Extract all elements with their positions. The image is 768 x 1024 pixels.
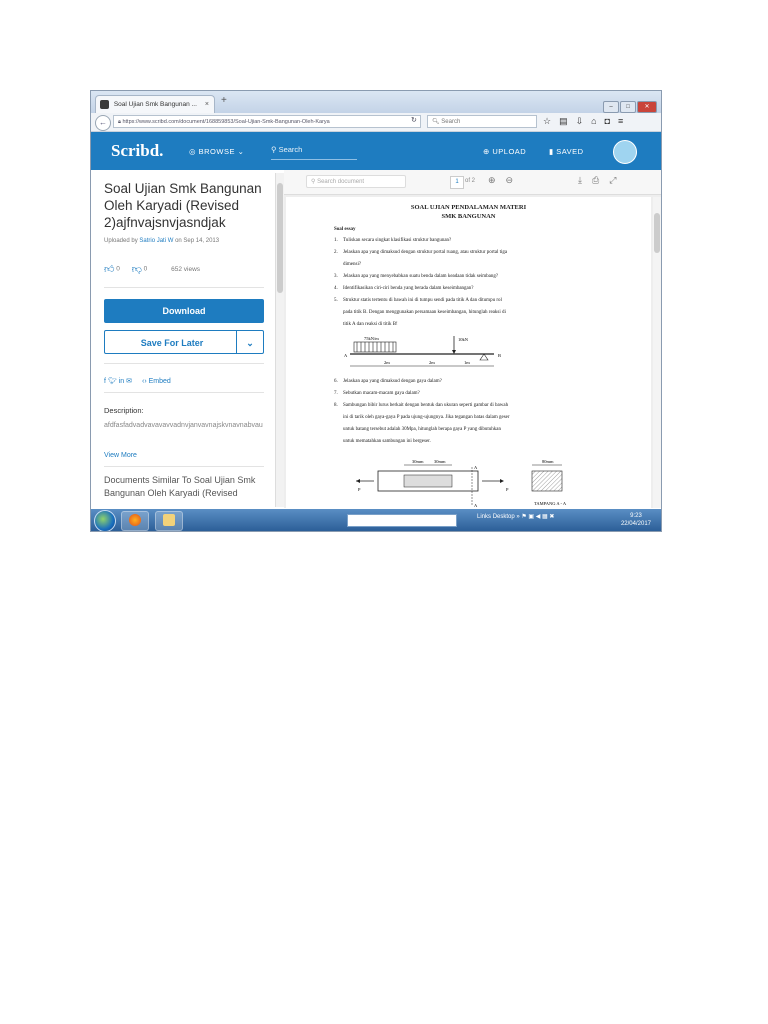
description-label: Description: [104, 406, 144, 415]
load1-label: 75kN/m [364, 336, 379, 341]
question-line [334, 285, 634, 292]
section-a-bottom-label: A [474, 503, 478, 508]
browser-screenshot [90, 90, 662, 532]
scribd-header [91, 132, 661, 170]
address-bar[interactable] [113, 115, 421, 128]
document-sidebar [91, 170, 271, 508]
viewer-toolbar [284, 170, 661, 195]
url-text: https://www.scribd.com/document/168859853/Soal-Ujian-Smk-Bangunan-Oleh-Karya [122, 119, 330, 125]
chevron-down-icon: ⌄ [237, 147, 245, 156]
compass-icon: ◎ [189, 147, 199, 156]
question-number: 4. [334, 286, 338, 291]
browser-tab[interactable] [95, 95, 215, 113]
question-text: Jelaskan apa yang dimaksud dengan gaya dalam? [343, 379, 442, 384]
force-left-label: P [358, 487, 361, 492]
taskbar-address-input[interactable] [347, 514, 457, 527]
view-more-link[interactable]: View More [104, 452, 137, 459]
scrollbar-thumb[interactable] [654, 213, 660, 253]
menu-icon[interactable]: ≡ [618, 116, 632, 126]
zoom-in-icon[interactable]: ⊕ [488, 175, 506, 185]
save-for-later-label: Save For Later [140, 338, 204, 348]
dislike-count: 0 [143, 265, 148, 273]
lock-icon: 🔒︎ [118, 119, 123, 125]
question-number: 8. [334, 403, 338, 408]
question-line [334, 378, 634, 385]
upload-icon: ⊕ [483, 147, 493, 156]
dim1-label: 2m [384, 360, 390, 365]
question-line [334, 309, 634, 316]
embed-icon: ‹› [141, 378, 149, 385]
close-window-icon[interactable]: ✕ [637, 101, 657, 113]
question-text: dimensi? [343, 262, 362, 267]
question-line [334, 237, 634, 244]
firefox-taskbar-icon[interactable] [121, 511, 149, 531]
pocket-icon[interactable]: ◘ [604, 116, 619, 126]
bookmark-star-icon[interactable]: ☆ [543, 116, 560, 126]
question-line [334, 414, 634, 421]
maximize-icon[interactable]: □ [620, 101, 636, 113]
browse-menu[interactable] [189, 147, 244, 156]
viewer-scrollbar[interactable] [653, 197, 661, 508]
question-text: titik A dan reaksi di titik B! [343, 322, 398, 327]
window-controls [602, 95, 657, 110]
question-text: Jelaskan apa yang menyebabkan suatu benda dalam keadaan tidak seimbang? [343, 274, 499, 279]
question-number: 6. [334, 379, 338, 384]
download-button[interactable]: Download [104, 299, 264, 323]
close-tab-icon[interactable]: × [204, 101, 209, 108]
taskbar-clock[interactable] [621, 512, 651, 528]
windows-taskbar [91, 509, 661, 531]
browser-search-placeholder: Search [441, 119, 461, 125]
share-row [104, 377, 171, 385]
document-page [286, 197, 651, 508]
thumbs-up-icon[interactable]: 👍︎ [104, 264, 115, 275]
downloads-icon[interactable]: ⇩ [575, 116, 592, 126]
document-search-input[interactable] [306, 175, 406, 188]
load-arrows [357, 342, 393, 352]
question-number: 3. [334, 274, 338, 279]
bookmark-icon: ▮ [549, 147, 557, 156]
reading-list-icon[interactable]: ▤ [559, 116, 576, 126]
divider [104, 392, 264, 393]
explorer-taskbar-icon[interactable] [155, 511, 183, 531]
links-toolbar[interactable]: Links [477, 514, 492, 520]
essay-heading: Soal essay [334, 227, 356, 232]
roller-support [480, 354, 488, 360]
question-line [334, 390, 634, 397]
document-viewer [284, 170, 661, 508]
upload-button[interactable] [483, 147, 526, 156]
twitter-icon[interactable]: 🐦︎ [107, 378, 117, 385]
uploaded-prefix: Uploaded by [104, 238, 138, 244]
page-number-input[interactable]: 1 [450, 176, 464, 189]
section-hatch [532, 471, 562, 491]
question-text: Struktur statis tertentu di bawah ini di tumpu sendi pada titik A dan ditumpu rol [343, 298, 502, 303]
force-right-label: P [506, 487, 509, 492]
question-line [334, 273, 634, 280]
divider [104, 363, 264, 364]
dim2-label: 30mm [434, 459, 446, 464]
linkedin-icon[interactable]: in [118, 378, 125, 385]
upload-label: UPLOAD [492, 147, 527, 156]
question-line [334, 297, 634, 304]
scribd-logo[interactable]: Scribd. [111, 141, 164, 160]
support-b-label: B [498, 353, 502, 358]
section-a-top-label: A [474, 465, 478, 470]
page-title: SOAL UJIAN PENDALAMAN MATERI [410, 204, 527, 211]
question-text: ini di tarik oleh gaya-gaya P pada ujung-ujungnya. Jika tegangan batas dalam geser [343, 415, 510, 420]
question-number: 7. [334, 391, 338, 396]
document-stats [104, 263, 200, 275]
download-icon[interactable]: ⤓ [578, 175, 592, 185]
saved-button[interactable] [549, 147, 584, 156]
question-line [334, 438, 634, 445]
scrollbar-thumb[interactable] [277, 183, 283, 293]
viewer-actions [578, 175, 626, 186]
joint-overlap [404, 475, 452, 487]
question-line [334, 402, 634, 409]
tab-title: Soal Ujian Smk Bangunan ... [113, 101, 197, 108]
clock-date: 22/04/2017 [620, 521, 651, 527]
description-text: afdfasfadvadvavavavvadnvjanvavnajskvnavnabvau [104, 422, 263, 429]
save-for-later-button[interactable] [104, 330, 264, 354]
uploaded-by [104, 238, 219, 244]
dim1-label: 30mm [412, 459, 424, 464]
desktop-toolbar[interactable]: Desktop [492, 514, 515, 520]
view-count: 652 views [171, 265, 201, 273]
tray-icons[interactable]: » ⚑ ▣ ◀ ▦ ✖ [516, 514, 555, 520]
document-title: Soal Ujian Smk Bangunan Oleh Karyadi (Revised 2)ajfnvajsnvjasndjak [104, 181, 262, 230]
back-arrow-icon[interactable]: ← [95, 115, 111, 131]
question-text: Identifikasikan ciri-ciri benda yang berada dalam keseimbangan? [343, 286, 474, 291]
browser-search-input[interactable] [427, 115, 537, 128]
dim3-label: 80mm [542, 459, 554, 464]
clock-time: 9:23 [630, 513, 642, 519]
document-search-placeholder: Search document [317, 179, 365, 185]
force-right-arrowhead [500, 479, 504, 483]
reload-icon[interactable]: ↻ [411, 117, 417, 124]
similar-documents-heading: Documents Similar To Soal Ujian Smk Bangunan Oleh Karyadi (Revised [104, 475, 256, 498]
question-text: Sambungan bibir lurus berkait dengan bentuk dan ukuran seperti gambar di bawah [343, 403, 509, 408]
load2-label: 10kN [458, 337, 468, 342]
navigation-bar [91, 113, 661, 132]
embed-label: Embed [148, 378, 171, 385]
email-icon[interactable]: ✉ [126, 378, 133, 385]
support-a-label: A [344, 353, 348, 358]
question-text: Tuliskan secara singkat klasifikasi struktur bangunan? [343, 238, 452, 243]
dim3-label: 1m [464, 360, 470, 365]
page-count: of 2 [465, 178, 476, 184]
print-icon[interactable]: ⎙ [591, 175, 610, 185]
browse-label: BROWSE [198, 147, 235, 156]
question-line [334, 249, 634, 256]
avatar[interactable] [613, 140, 637, 164]
sidebar-scrollbar[interactable] [275, 173, 284, 507]
point-load-arrowhead [452, 350, 456, 354]
chevron-down-icon[interactable]: ⌄ [236, 331, 263, 353]
force-left-arrowhead [356, 479, 360, 483]
like-count: 0 [116, 265, 120, 273]
question-text: untuk batang tersebut adalah 30Mpa, hitunglah berapa gaya P yang dibutuhkan [343, 427, 501, 432]
section-caption: TAMPANG A - A [534, 501, 567, 506]
scribd-search-input[interactable] [271, 145, 357, 160]
search-icon: ⚲ [271, 145, 279, 154]
question-number: 1. [334, 238, 338, 243]
new-tab-button[interactable]: + [221, 95, 227, 106]
divider [104, 466, 264, 467]
tab-bar [91, 91, 661, 113]
question-text: Jelaskan apa yang dimaksud dengan struktur portal ruang, atau struktur portal tiga [343, 250, 508, 255]
scribd-search-placeholder: Search [278, 145, 303, 154]
scribd-favicon-icon [100, 100, 109, 109]
question-line [334, 426, 634, 433]
uploader-link[interactable]: Satrio Jati W [139, 238, 174, 244]
minimize-icon[interactable]: – [603, 101, 619, 113]
embed-link[interactable] [142, 378, 171, 385]
divider [104, 287, 264, 288]
page-subtitle: SMK BANGUNAN [441, 213, 496, 220]
question-number: 2. [334, 250, 338, 255]
question-text: untuk mematahkan sambungan ini bergeser. [343, 439, 431, 444]
facebook-icon[interactable]: f [104, 378, 106, 385]
saved-label: SAVED [556, 147, 584, 156]
question-text: pada titik B. Dengan menggunakan persamaan keseimbangan, hitunglah reaksi di [343, 310, 506, 315]
beam-figure [344, 334, 514, 374]
question-line [334, 261, 634, 268]
fullscreen-icon[interactable]: ⤢ [609, 175, 627, 185]
dim2-label: 2m [429, 360, 435, 365]
thumbs-down-icon[interactable]: 👎︎ [131, 264, 142, 275]
system-tray [477, 513, 554, 520]
joint-figure [356, 455, 646, 509]
question-number: 5. [334, 298, 338, 303]
toolbar-icons [543, 116, 631, 127]
search-icon: 🔍︎ [432, 119, 442, 125]
distributed-load [354, 342, 396, 352]
home-icon[interactable]: ⌂ [591, 116, 605, 126]
search-icon: ⚲ [311, 179, 318, 185]
question-text: Sebutkan macam-macam gaya dalam? [343, 391, 420, 396]
question-line [334, 321, 634, 328]
zoom-out-icon[interactable]: ⊖ [505, 175, 524, 185]
start-button[interactable] [94, 510, 116, 532]
zoom-controls [488, 175, 523, 186]
uploaded-date: on Sep 14, 2013 [175, 238, 220, 244]
